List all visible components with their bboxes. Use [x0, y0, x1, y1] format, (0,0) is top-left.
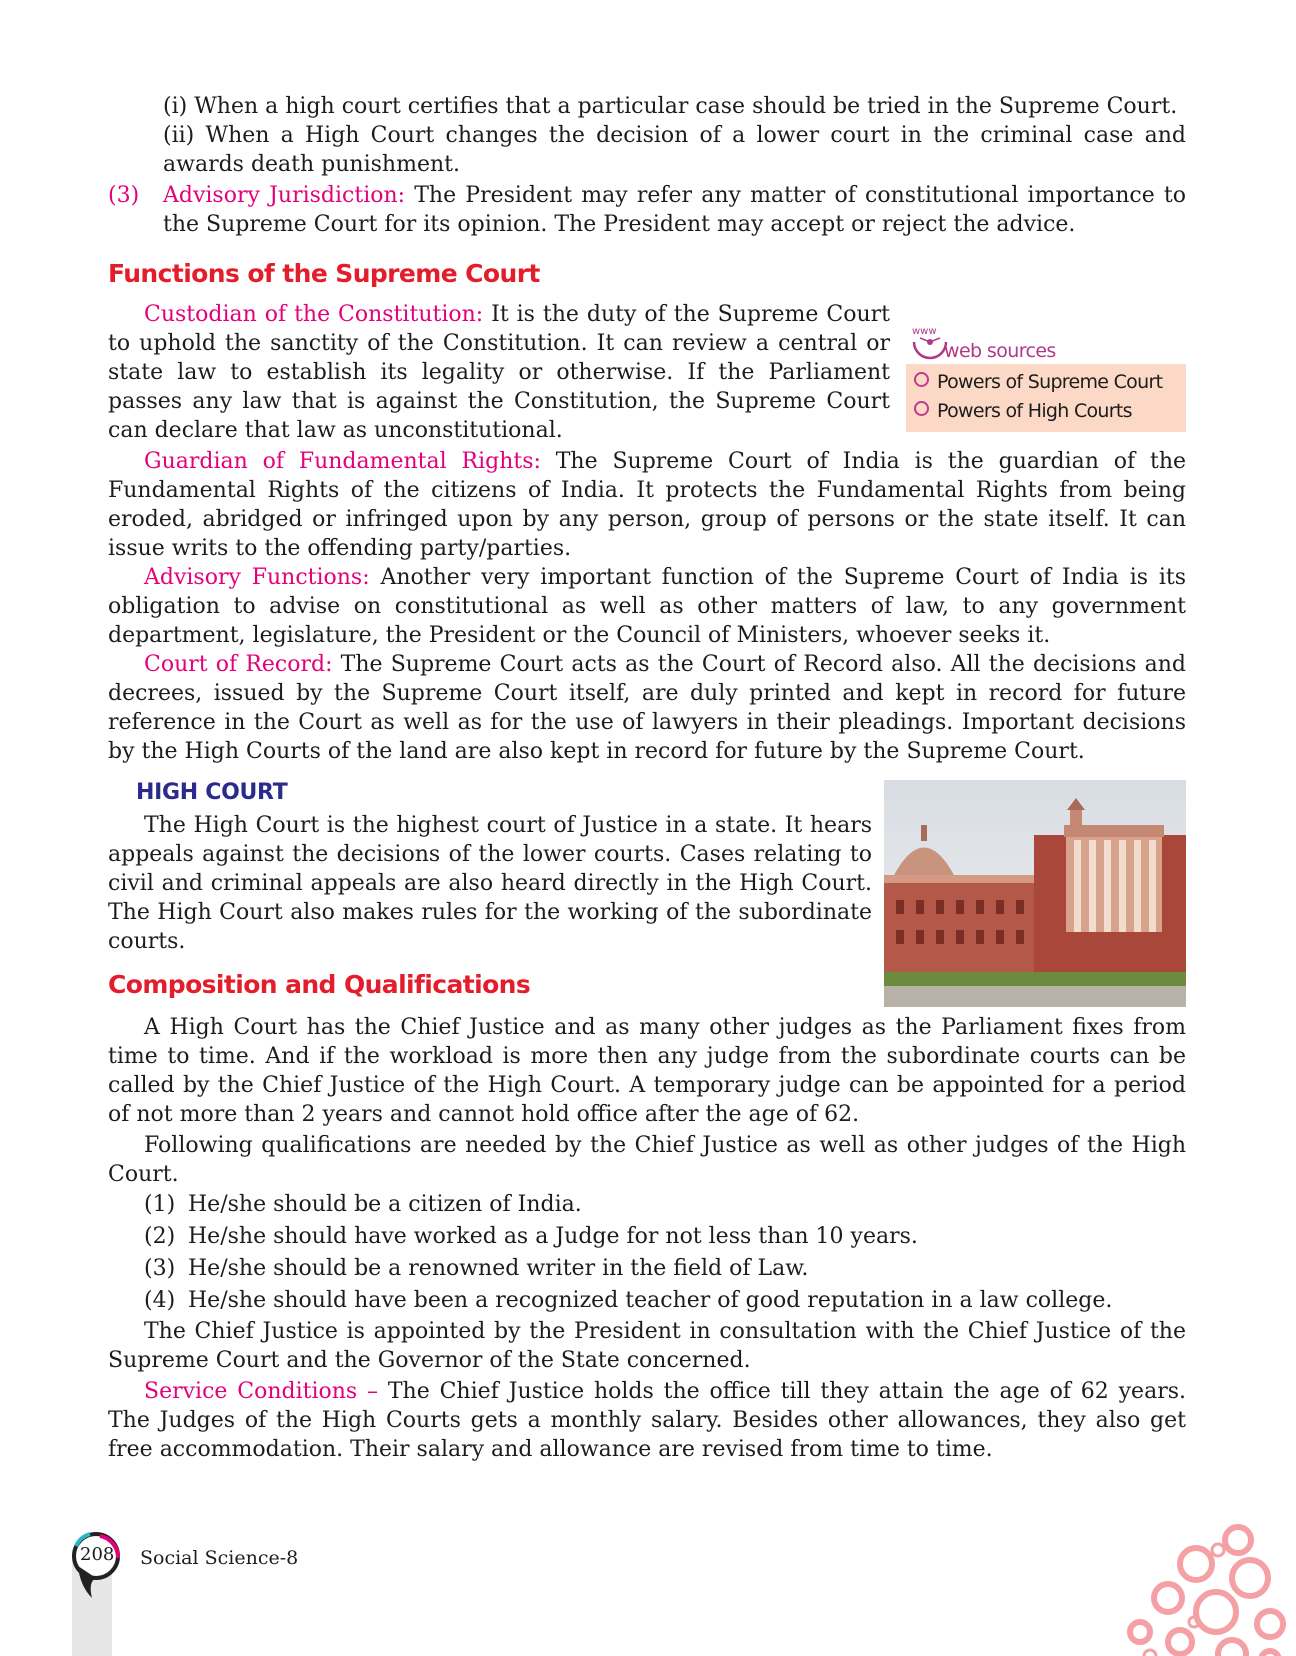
record-label: Court of Record: — [144, 652, 333, 677]
list-item: (1) He/she should be a citizen of India. — [144, 1192, 582, 1217]
high-court-section — [108, 780, 1186, 999]
web-source-item[interactable]: Powers of High Courts — [914, 397, 1180, 426]
book-title: Social Science-8 — [140, 1547, 299, 1569]
qualifications-list — [108, 1189, 1186, 1317]
record-text: The Supreme Court acts as the Court of Record also. All the decisions and decrees, issued by the Supreme Court itself, are duly printed and kept in record for future reference in the Court as well as for the use of lawyers in their pleadings. Important decisions by the High Courts of the land are also kept in record for future by the Supreme Court. — [108, 652, 1187, 764]
list-item: (4) He/she should have been a recognized teacher of good reputation in a law college. — [144, 1288, 1113, 1313]
appointment-paragraph: The Chief Justice is appointed by the President in consultation with the Chief Justice of the Supreme Court and the Governor of the State concerned. — [108, 1319, 1186, 1373]
functions-heading: Functions of the Supreme Court — [108, 259, 540, 288]
advisory-paragraph — [108, 563, 1186, 650]
guardian-label: Guardian of Fundamental Rights: — [144, 449, 541, 474]
advisory-jurisdiction-item — [108, 181, 1186, 239]
item-number: (3) — [108, 183, 140, 208]
circle-bullet-icon — [914, 401, 929, 416]
circle-bullet-icon — [914, 372, 929, 387]
advisory-label: Advisory Functions: — [144, 565, 370, 590]
high-court-heading: HIGH COURT — [136, 780, 288, 805]
guardian-text: The Supreme Court of India is the guardian of the Fundamental Rights of the citizens of India. It protects the Fundamental Rights from being eroded, abridged or infringed upon by any person, group of persons or the state itself. It can issue writs to the offending party/parties. — [108, 449, 1187, 561]
web-sources-label: web sources — [944, 340, 1056, 362]
high-court-paragraph: The High Court is the highest court of Justice in a state. It hears appeals against the decisions of the lower courts. Cases relating to civil and criminal appeals are also heard directly in the High Court. The High Court also makes rules for the working of the subordinate courts. — [108, 813, 872, 954]
www-icon-text: www — [912, 326, 937, 337]
list-item: (3) He/she should be a renowned writer in the field of Law. — [144, 1256, 809, 1281]
web-sources-header — [906, 320, 1186, 364]
custodian-text: It is the duty of the Supreme Court to uphold the sanctity of the Constitution. It can review a central or state law to establish its legality or otherwise. If the Parliament passes any law that is against the Constitution, the Supreme Court can declare that law as unconstitutional. — [108, 302, 890, 443]
footer-decor — [0, 1520, 1296, 1656]
custodian-label: Custodian of the Constitution: — [144, 302, 484, 327]
qualifications-intro: Following qualifications are needed by the Chief Justice as well as other judges of the High Court. — [108, 1133, 1186, 1187]
composition-paragraph: A High Court has the Chief Justice and as many other judges as the Parliament fixes from time to time. And if the workload is more then any judge from the subordinate courts can be called by the Chief Justice of the High Court. A temporary judge can be appointed for a period of not more than 2 years and cannot hold office after the age of 62. — [108, 1015, 1186, 1127]
composition-heading: Composition and Qualifications — [108, 970, 531, 999]
page-content — [108, 92, 1186, 1464]
high-court-building-photo — [884, 780, 1186, 1007]
advisory-jurisdiction-label: Advisory Jurisdiction: — [163, 183, 406, 208]
advisory-text: Another very important function of the Supreme Court of India is its obligation to advise on constitutional as well as other matters of law, to any government department, legislature, the President or the Council of Ministers, whoever seeks it. — [108, 565, 1187, 648]
page-footer — [0, 1520, 1296, 1656]
advisory-jurisdiction-text: The President may refer any matter of constitutional importance to the Supreme Court for its opinion. The President may accept or reject the advice. — [163, 183, 1187, 237]
list-item: (2) He/she should have worked as a Judge for not less than 10 years. — [144, 1224, 918, 1249]
page-number: 208 — [80, 1544, 115, 1565]
web-sources-box — [906, 320, 1186, 432]
web-sources-list — [906, 364, 1186, 432]
case-ii: (ii) When a High Court changes the decision of a lower court in the criminal case and awards death punishment. — [163, 123, 1186, 177]
service-label: Service Conditions – — [144, 1379, 379, 1404]
record-paragraph — [108, 650, 1186, 766]
service-text: The Chief Justice holds the office till they attain the age of 62 years. The Judges of the High Courts gets a monthly salary. Besides other allowances, they also get free accommodation. Their salary and allowance are revised from time to time. — [108, 1379, 1186, 1462]
web-source-item[interactable]: Powers of Supreme Court — [914, 368, 1180, 397]
service-paragraph — [108, 1377, 1186, 1464]
guardian-paragraph — [108, 447, 1186, 563]
case-i: (i) When a high court certifies that a particular case should be tried in the Supreme Court. — [163, 94, 1178, 119]
